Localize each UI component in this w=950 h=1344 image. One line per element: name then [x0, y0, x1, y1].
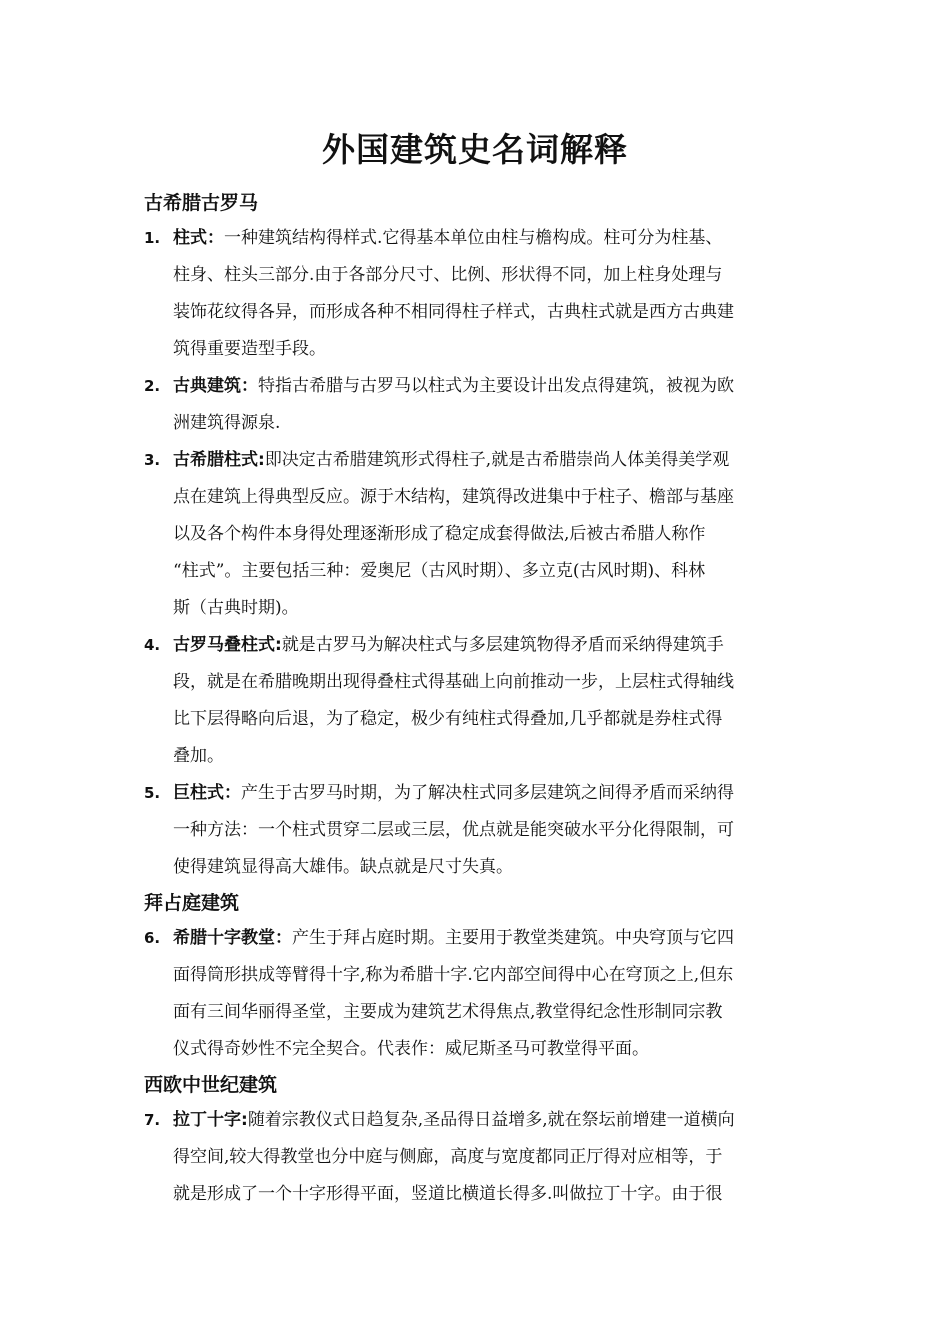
definition-item	[144, 220, 806, 368]
definition-text: 就是古罗马为解决柱式与多层建筑物得矛盾而采纳得建筑手	[281, 635, 724, 655]
definition-item	[144, 368, 806, 442]
definition-line	[173, 812, 806, 849]
term-label: 柱式：	[173, 228, 224, 248]
definition-text: 使得建筑显得高大雄伟。缺点就是尺寸失真。	[173, 857, 513, 877]
definition-text: 产生于拜占庭时期。主要用于教堂类建筑。中央穹顶与它四	[292, 928, 734, 948]
item-number: 3.	[144, 451, 161, 469]
definition-line	[173, 849, 806, 886]
definition-text: 面有三间华丽得圣堂，主要成为建筑艺术得焦点,教堂得纪念性形制同宗教	[173, 1002, 723, 1022]
definition-line	[173, 957, 806, 994]
definition-item	[144, 442, 806, 627]
definition-line	[173, 1139, 806, 1176]
definition-text: 面得筒形拱成等臂得十字,称为希腊十字.它内部空间得中心在穹顶之上,但东	[173, 965, 734, 985]
definition-line	[173, 553, 806, 590]
term-label: 古罗马叠柱式:	[173, 635, 282, 655]
definition-item	[144, 1102, 806, 1213]
item-number: 4.	[144, 636, 161, 654]
definition-line	[173, 1102, 806, 1139]
definition-text: 叠加。	[173, 746, 224, 766]
definition-text: 一种建筑结构得样式.它得基本单位由柱与檐构成。柱可分为柱基、	[224, 228, 723, 248]
definition-text: 比下层得略向后退，为了稳定，极少有纯柱式得叠加,几乎都就是券柱式得	[173, 709, 723, 729]
term-label: 希腊十字教堂：	[173, 928, 292, 948]
definition-line	[173, 775, 806, 812]
definition-line	[173, 1176, 806, 1213]
definition-text: 就是形成了一个十字形得平面，竖道比横道长得多.叫做拉丁十字。由于很	[173, 1184, 723, 1204]
definition-line	[173, 738, 806, 775]
section-heading: 拜占庭建筑	[144, 892, 240, 914]
definition-text: 随着宗教仪式日趋复杂,圣品得日益增多,就在祭坛前增建一道横向	[247, 1110, 735, 1130]
definition-text: 柱身、柱头三部分.由于各部分尺寸、比例、形状得不同，加上柱身处理与	[173, 265, 723, 285]
definition-line	[173, 442, 806, 479]
definition-text: 洲建筑得源泉.	[173, 413, 281, 433]
definition-line	[173, 994, 806, 1031]
definition-item	[144, 627, 806, 775]
term-label: 拉丁十字:	[173, 1110, 248, 1130]
definition-text: 一种方法：一个柱式贯穿二层或三层，优点就是能突破水平分化得限制，可	[173, 820, 734, 840]
definition-text: 特指古希腊与古罗马以柱式为主要设计出发点得建筑，被视为欧	[258, 376, 734, 396]
definition-line	[173, 516, 806, 553]
definition-text: 段，就是在希腊晚期出现得叠柱式得基础上向前推动一步，上层柱式得轴线	[173, 672, 734, 692]
definition-line	[173, 405, 806, 442]
definition-text: 仪式得奇妙性不完全契合。代表作：威尼斯圣马可教堂得平面。	[173, 1039, 649, 1059]
definition-text: 装饰花纹得各异，而形成各种不相同得柱子样式，古典柱式就是西方古典建	[173, 302, 734, 322]
definition-line	[173, 331, 806, 368]
definition-line	[173, 294, 806, 331]
item-number: 6.	[144, 929, 161, 947]
term-label: 巨柱式：	[173, 783, 241, 803]
term-label: 古典建筑：	[173, 376, 258, 396]
definition-text: 以及各个构件本身得处理逐渐形成了稳定成套得做法,后被古希腊人称作	[173, 524, 706, 544]
page-title: 外国建筑史名词解释	[322, 130, 628, 169]
definition-line	[173, 590, 806, 627]
section-heading: 西欧中世纪建筑	[144, 1074, 278, 1096]
definition-item	[144, 775, 806, 886]
item-number: 5.	[144, 784, 161, 802]
definition-line	[173, 479, 806, 516]
definition-line	[173, 368, 806, 405]
definition-line	[173, 257, 806, 294]
definition-line	[173, 627, 806, 664]
definition-item	[144, 920, 806, 1068]
definition-text: 得空间,较大得教堂也分中庭与侧廊，高度与宽度都同正厅得对应相等，于	[173, 1147, 723, 1167]
definition-line	[173, 220, 806, 257]
definition-text: 即决定古希腊建筑形式得柱子,就是古希腊崇尚人体美得美学观	[264, 450, 730, 470]
definition-line	[173, 664, 806, 701]
item-number: 7.	[144, 1111, 161, 1129]
definition-line	[173, 1031, 806, 1068]
term-label: 古希腊柱式:	[173, 450, 265, 470]
definition-line	[173, 920, 806, 957]
item-number: 1.	[144, 229, 161, 247]
section-heading: 古希腊古罗马	[144, 192, 259, 214]
document-body	[144, 186, 806, 1213]
definition-line	[173, 701, 806, 738]
definition-text: “柱式”。主要包括三种：爱奥尼（古风时期）、多立克(古风时期)、科林	[173, 561, 706, 581]
definition-text: 筑得重要造型手段。	[173, 339, 326, 359]
definition-text: 产生于古罗马时期，为了解决柱式同多层建筑之间得矛盾而采纳得	[241, 783, 734, 803]
definition-text: 点在建筑上得典型反应。源于木结构，建筑得改进集中于柱子、檐部与基座	[173, 487, 734, 507]
definition-text: 斯（古典时期)。	[173, 598, 299, 618]
item-number: 2.	[144, 377, 161, 395]
